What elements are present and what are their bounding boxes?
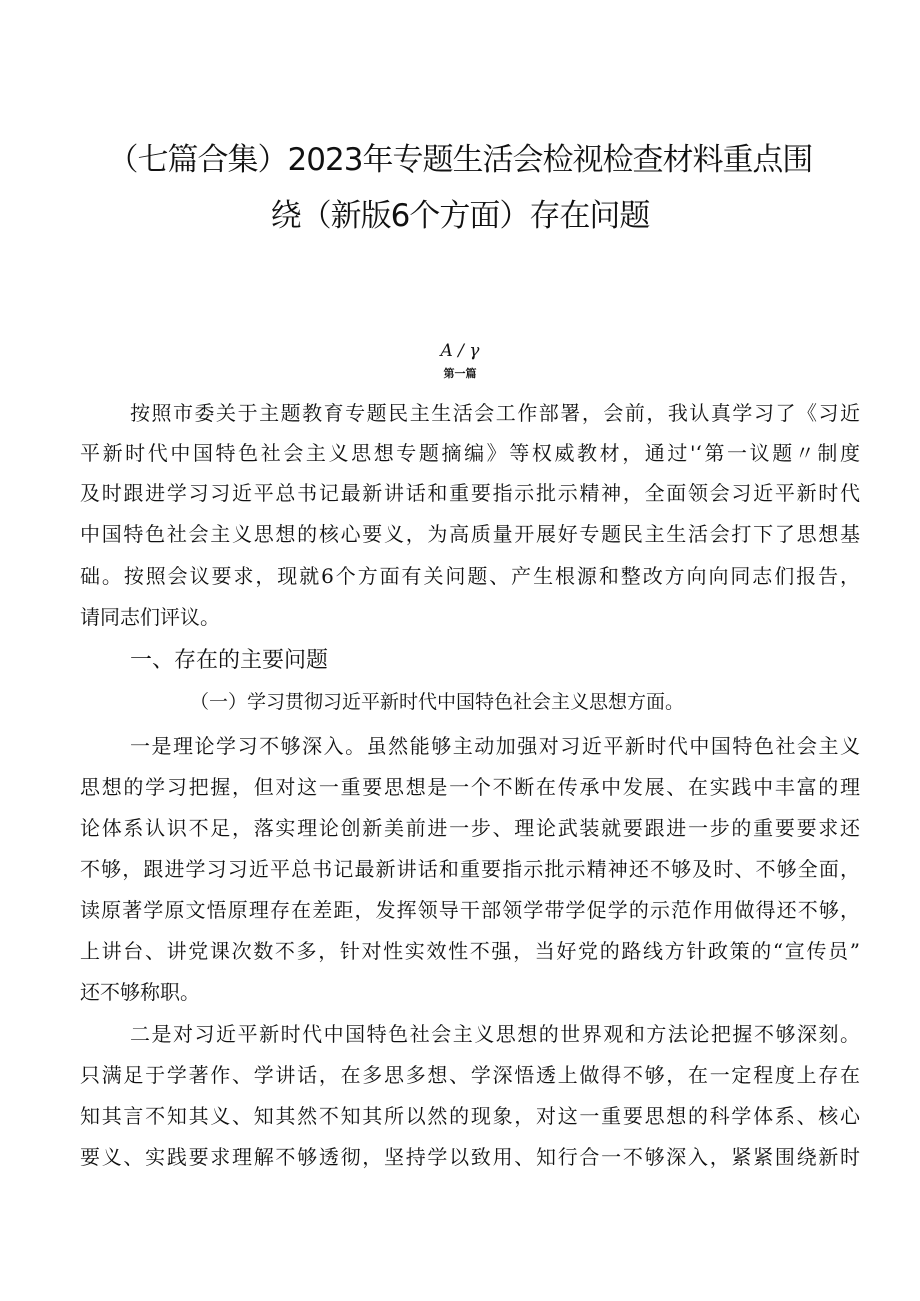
paragraph-line: 上讲台、讲党课次数不多，针对性实效性不强，当好党的路线方针政策的“宣传员” — [80, 939, 860, 963]
paragraph-line: 二是对习近平新时代中国特色社会主义思想的世界观和方法论把握不够深刻。 — [130, 1022, 860, 1046]
intro-line: 中国特色社会主义思想的核心要义，为高质量开展好专题民主生活会打下了思想基 — [80, 522, 860, 546]
intro-line: 及时跟进学习习近平总书记最新讲话和重要指示批示精神，全面领会习近平新时代 — [80, 481, 860, 505]
section-mark: A / γ — [440, 341, 480, 361]
paragraph-line: 不够，跟进学习习近平总书记最新讲话和重要指示批示精神还不够及时、不够全面， — [80, 857, 860, 881]
intro-line: 请同志们评议。 — [80, 605, 220, 629]
paragraph-line: 论体系认识不足，落实理论创新美前进一步、理论武装就要跟进一步的重要要求还 — [80, 816, 860, 840]
paragraph-line: 思想的学习把握，但对这一重要思想是一个不断在传承中发展、在实践中丰富的理 — [80, 775, 860, 799]
subsection-heading: （一）学习贯彻习近平新时代中国特色社会主义思想方面。 — [190, 691, 685, 713]
document-title-line-2: 绕（新版6个方面）存在问题 — [270, 198, 650, 234]
paragraph-line: 知其言不知其义、知其然不知其所以然的现象，对这一重要思想的科学体系、核心 — [80, 1104, 860, 1128]
intro-line: 础。按照会议要求，现就6个方面有关问题、产生根源和整改方向向同志们报告， — [80, 564, 860, 588]
section-heading: 一、存在的主要问题 — [130, 648, 329, 673]
intro-line: 平新时代中国特色社会主义思想专题摘编》等权威教材，通过'‘第一议题〃制度 — [80, 441, 860, 465]
paragraph-line: 要义、实践要求理解不够透彻，坚持学以致用、知行合一不够深入，紧紧围绕新时 — [80, 1145, 860, 1169]
chapter-label: 第一篇 — [443, 367, 477, 380]
intro-line: 按照市委关于主题教育专题民主生活会工作部署，会前，我认真学习了《习近 — [130, 401, 860, 425]
document-title-line-1: （七篇合集）2023年专题生活会检视检查材料重点围 — [107, 142, 813, 178]
paragraph-line: 读原著学原文悟原理存在差距，发挥领导干部领学带学促学的示范作用做得还不够， — [80, 898, 860, 922]
paragraph-line: 还不够称职。 — [80, 980, 200, 1004]
paragraph-line: 只满足于学著作、学讲话，在多思多想、学深悟透上做得不够，在一定程度上存在 — [80, 1063, 860, 1087]
paragraph-line: 一是理论学习不够深入。虽然能够主动加强对习近平新时代中国特色社会主义 — [130, 734, 860, 758]
